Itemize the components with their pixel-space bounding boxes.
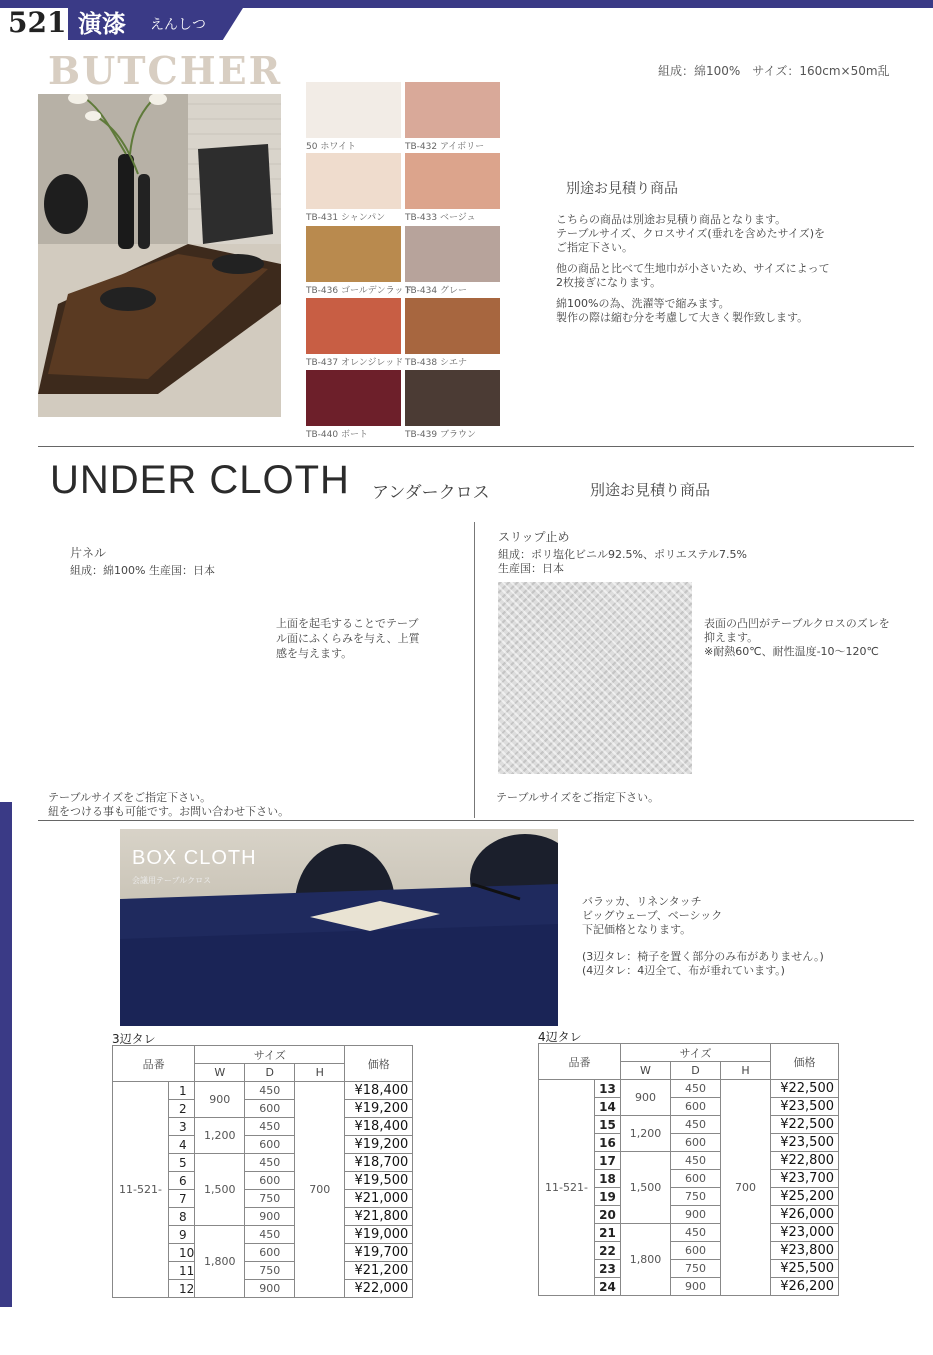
item-number: 2 — [169, 1100, 195, 1118]
depth-value: 750 — [245, 1262, 295, 1280]
item-number: 14 — [595, 1098, 621, 1116]
width-value: 1,800 — [621, 1224, 671, 1296]
depth-value: 600 — [671, 1134, 721, 1152]
price-value: ¥21,200 — [345, 1262, 413, 1280]
swatch-label: TB-432 アイボリー — [405, 142, 485, 152]
depth-value: 750 — [245, 1190, 295, 1208]
depth-value: 750 — [671, 1260, 721, 1278]
price-value: ¥18,400 — [345, 1082, 413, 1100]
butcher-note-line: 2枚接ぎになります。 — [556, 276, 662, 289]
item-number: 23 — [595, 1260, 621, 1278]
swatch-label: 50 ホワイト — [306, 142, 357, 152]
header-price: 価格 — [345, 1046, 413, 1082]
width-value: 1,200 — [195, 1118, 245, 1154]
table-row — [113, 1082, 413, 1100]
slip-footer: テーブルサイズをご指定下さい。 — [496, 791, 660, 804]
katanel-desc-1: 上面を起毛することでテーブ — [276, 617, 419, 630]
under-cloth-kana: アンダークロス — [372, 483, 490, 503]
box-cloth-subtitle: 会議用テーブルクロス — [132, 876, 212, 885]
item-number: 1 — [169, 1082, 195, 1100]
item-number: 24 — [595, 1278, 621, 1296]
depth-value: 450 — [245, 1082, 295, 1100]
table-header-row — [113, 1046, 413, 1064]
header-price: 価格 — [771, 1044, 839, 1080]
width-value: 1,800 — [195, 1226, 245, 1298]
table-4-title: 4辺タレ — [538, 1030, 582, 1044]
katanel-footer-2: 紐をつける事も可能です。お問い合わせ下さい。 — [48, 805, 290, 818]
depth-value: 600 — [671, 1098, 721, 1116]
box-desc-3: 下記価格となります。 — [582, 923, 692, 936]
table-row — [539, 1080, 839, 1098]
price-value: ¥26,200 — [771, 1278, 839, 1296]
price-value: ¥23,700 — [771, 1170, 839, 1188]
height-value: 700 — [295, 1082, 345, 1298]
depth-value: 600 — [245, 1136, 295, 1154]
depth-value: 600 — [245, 1244, 295, 1262]
swatch-9 — [405, 370, 500, 426]
header-w: W — [195, 1064, 245, 1082]
swatch-8 — [306, 370, 401, 426]
item-number: 22 — [595, 1242, 621, 1260]
swatch-label: TB-438 シエナ — [405, 358, 467, 368]
header-w: W — [621, 1062, 671, 1080]
slip-desc-1: 表面の凸凹がテーブルクロスのズレを — [704, 617, 890, 630]
price-value: ¥19,000 — [345, 1226, 413, 1244]
width-value: 1,500 — [621, 1152, 671, 1224]
butcher-note-line: ご指定下さい。 — [556, 241, 633, 254]
price-value: ¥23,500 — [771, 1134, 839, 1152]
header-code: 品番 — [113, 1046, 195, 1082]
katanel-spec: 組成：綿100% 生産国：日本 — [70, 564, 215, 577]
price-value: ¥22,000 — [345, 1280, 413, 1298]
depth-value: 450 — [245, 1118, 295, 1136]
under-cloth-title: UNDER CLOTH — [50, 458, 350, 502]
code-prefix: 11-521- — [539, 1080, 595, 1296]
butcher-note-line: こちらの商品は別途お見積り商品となります。 — [556, 213, 787, 226]
divider — [38, 446, 914, 447]
butcher-note-line: 他の商品と比べて生地巾が小さいため、サイズによって — [556, 262, 830, 275]
item-number: 15 — [595, 1116, 621, 1134]
swatch-1 — [405, 82, 500, 138]
butcher-note-heading: 別途お見積り商品 — [566, 181, 678, 197]
box-desc-2: ビッグウェーブ、ベーシック — [582, 909, 723, 922]
price-table-t4 — [538, 1043, 839, 1296]
price-value: ¥18,700 — [345, 1154, 413, 1172]
price-value: ¥19,500 — [345, 1172, 413, 1190]
butcher-note-line: 製作の際は縮む分を考慮して大きく製作致します。 — [556, 311, 809, 324]
price-value: ¥21,800 — [345, 1208, 413, 1226]
slip-spec: 組成：ポリ塩化ビニル92.5%、ポリエステル7.5% — [498, 548, 747, 561]
price-value: ¥19,200 — [345, 1100, 413, 1118]
item-number: 7 — [169, 1190, 195, 1208]
swatch-3 — [405, 153, 500, 209]
width-value: 900 — [621, 1080, 671, 1116]
item-number: 16 — [595, 1134, 621, 1152]
item-number: 4 — [169, 1136, 195, 1154]
item-number: 11 — [169, 1262, 195, 1280]
butcher-room-photo — [38, 94, 281, 417]
depth-value: 600 — [671, 1242, 721, 1260]
swatch-label: TB-431 シャンパン — [306, 213, 386, 223]
price-value: ¥19,700 — [345, 1244, 413, 1262]
header-code: 品番 — [539, 1044, 621, 1080]
katanel-name: 片ネル — [70, 546, 107, 560]
depth-value: 750 — [671, 1188, 721, 1206]
item-number: 18 — [595, 1170, 621, 1188]
item-number: 13 — [595, 1080, 621, 1098]
depth-value: 600 — [671, 1170, 721, 1188]
header-d: D — [671, 1062, 721, 1080]
width-value: 900 — [195, 1082, 245, 1118]
depth-value: 600 — [245, 1172, 295, 1190]
depth-value: 600 — [245, 1100, 295, 1118]
price-value: ¥23,500 — [771, 1098, 839, 1116]
under-vertical-divider — [474, 522, 475, 818]
swatch-label: TB-434 グレー — [405, 286, 467, 296]
price-value: ¥26,000 — [771, 1206, 839, 1224]
price-value: ¥22,500 — [771, 1080, 839, 1098]
swatch-4 — [306, 226, 401, 282]
header-h: H — [721, 1062, 771, 1080]
box-desc-5: (4辺タレ：4辺全て、布が垂れています。) — [582, 964, 785, 977]
header-subtitle: えんしつ — [150, 17, 206, 33]
item-number: 8 — [169, 1208, 195, 1226]
price-value: ¥25,200 — [771, 1188, 839, 1206]
price-value: ¥21,000 — [345, 1190, 413, 1208]
box-cloth-title: BOX CLOTH — [132, 847, 257, 869]
header-title: 演漆 — [78, 9, 126, 38]
item-number: 6 — [169, 1172, 195, 1190]
price-value: ¥22,500 — [771, 1116, 839, 1134]
swatch-7 — [405, 298, 500, 354]
swatch-label: TB-437 オレンジレッド — [306, 358, 404, 368]
price-table-t3 — [112, 1045, 413, 1298]
butcher-title: BUTCHER — [48, 48, 283, 93]
width-value: 1,500 — [195, 1154, 245, 1226]
price-value: ¥19,200 — [345, 1136, 413, 1154]
header-d: D — [245, 1064, 295, 1082]
depth-value: 450 — [671, 1080, 721, 1098]
code-prefix: 11-521- — [113, 1082, 169, 1298]
butcher-note-line: 綿100%の為、洗濯等で縮みます。 — [556, 297, 730, 310]
swatch-0 — [306, 82, 401, 138]
swatch-5 — [405, 226, 500, 282]
item-number: 19 — [595, 1188, 621, 1206]
price-value: ¥25,500 — [771, 1260, 839, 1278]
box-cloth-photo — [120, 829, 558, 1026]
under-cloth-quote: 別途お見積り商品 — [590, 481, 711, 499]
header-size: サイズ — [621, 1044, 771, 1062]
price-value: ¥18,400 — [345, 1118, 413, 1136]
header-size: サイズ — [195, 1046, 345, 1064]
price-value: ¥23,800 — [771, 1242, 839, 1260]
item-number: 12 — [169, 1280, 195, 1298]
depth-value: 450 — [671, 1152, 721, 1170]
width-value: 1,200 — [621, 1116, 671, 1152]
room-illustration — [38, 94, 281, 417]
item-number: 17 — [595, 1152, 621, 1170]
price-value: ¥23,000 — [771, 1224, 839, 1242]
depth-value: 900 — [245, 1280, 295, 1298]
header-h: H — [295, 1064, 345, 1082]
item-number: 9 — [169, 1226, 195, 1244]
depth-value: 900 — [671, 1278, 721, 1296]
slip-country: 生産国：日本 — [498, 562, 564, 575]
page-number: 521 — [8, 6, 67, 39]
katanel-desc-3: 感を与えます。 — [276, 647, 353, 660]
butcher-note-line: テーブルサイズ、クロスサイズ(垂れを含めたサイズ)を — [556, 227, 826, 240]
box-desc-1: バラッカ、リネンタッチ — [582, 895, 702, 908]
depth-value: 900 — [671, 1206, 721, 1224]
price-value: ¥22,800 — [771, 1152, 839, 1170]
item-number: 10 — [169, 1244, 195, 1262]
depth-value: 450 — [671, 1116, 721, 1134]
swatch-label: TB-436 ゴールデンラッド — [306, 286, 413, 296]
box-desc-4: (3辺タレ：椅子を置く部分のみ布がありません。) — [582, 950, 824, 963]
swatch-label: TB-439 ブラウン — [405, 430, 476, 440]
item-number: 21 — [595, 1224, 621, 1242]
slip-desc-3: ※耐熱60℃、耐性温度-10～120℃ — [704, 645, 879, 658]
depth-value: 450 — [671, 1224, 721, 1242]
slip-desc-2: 抑えます。 — [704, 631, 759, 644]
swatch-label: TB-433 ベージュ — [405, 213, 476, 223]
swatch-6 — [306, 298, 401, 354]
katanel-footer-1: テーブルサイズをご指定下さい。 — [48, 791, 212, 804]
divider — [38, 820, 914, 821]
depth-value: 450 — [245, 1226, 295, 1244]
swatch-2 — [306, 153, 401, 209]
swatch-label: TB-440 ボート — [306, 430, 368, 440]
butcher-spec: 組成：綿100% サイズ：160cm×50m乱 — [658, 64, 890, 78]
table-3-title: 3辺タレ — [112, 1032, 156, 1046]
table-header-row — [539, 1044, 839, 1062]
depth-value: 450 — [245, 1154, 295, 1172]
item-number: 20 — [595, 1206, 621, 1224]
height-value: 700 — [721, 1080, 771, 1296]
depth-value: 900 — [245, 1208, 295, 1226]
left-accent-bar — [0, 802, 12, 1307]
katanel-desc-2: ル面にふくらみを与え、上質 — [276, 632, 420, 645]
item-number: 3 — [169, 1118, 195, 1136]
item-number: 5 — [169, 1154, 195, 1172]
slip-texture-photo — [498, 582, 692, 774]
slip-name: スリップ止め — [498, 530, 570, 544]
